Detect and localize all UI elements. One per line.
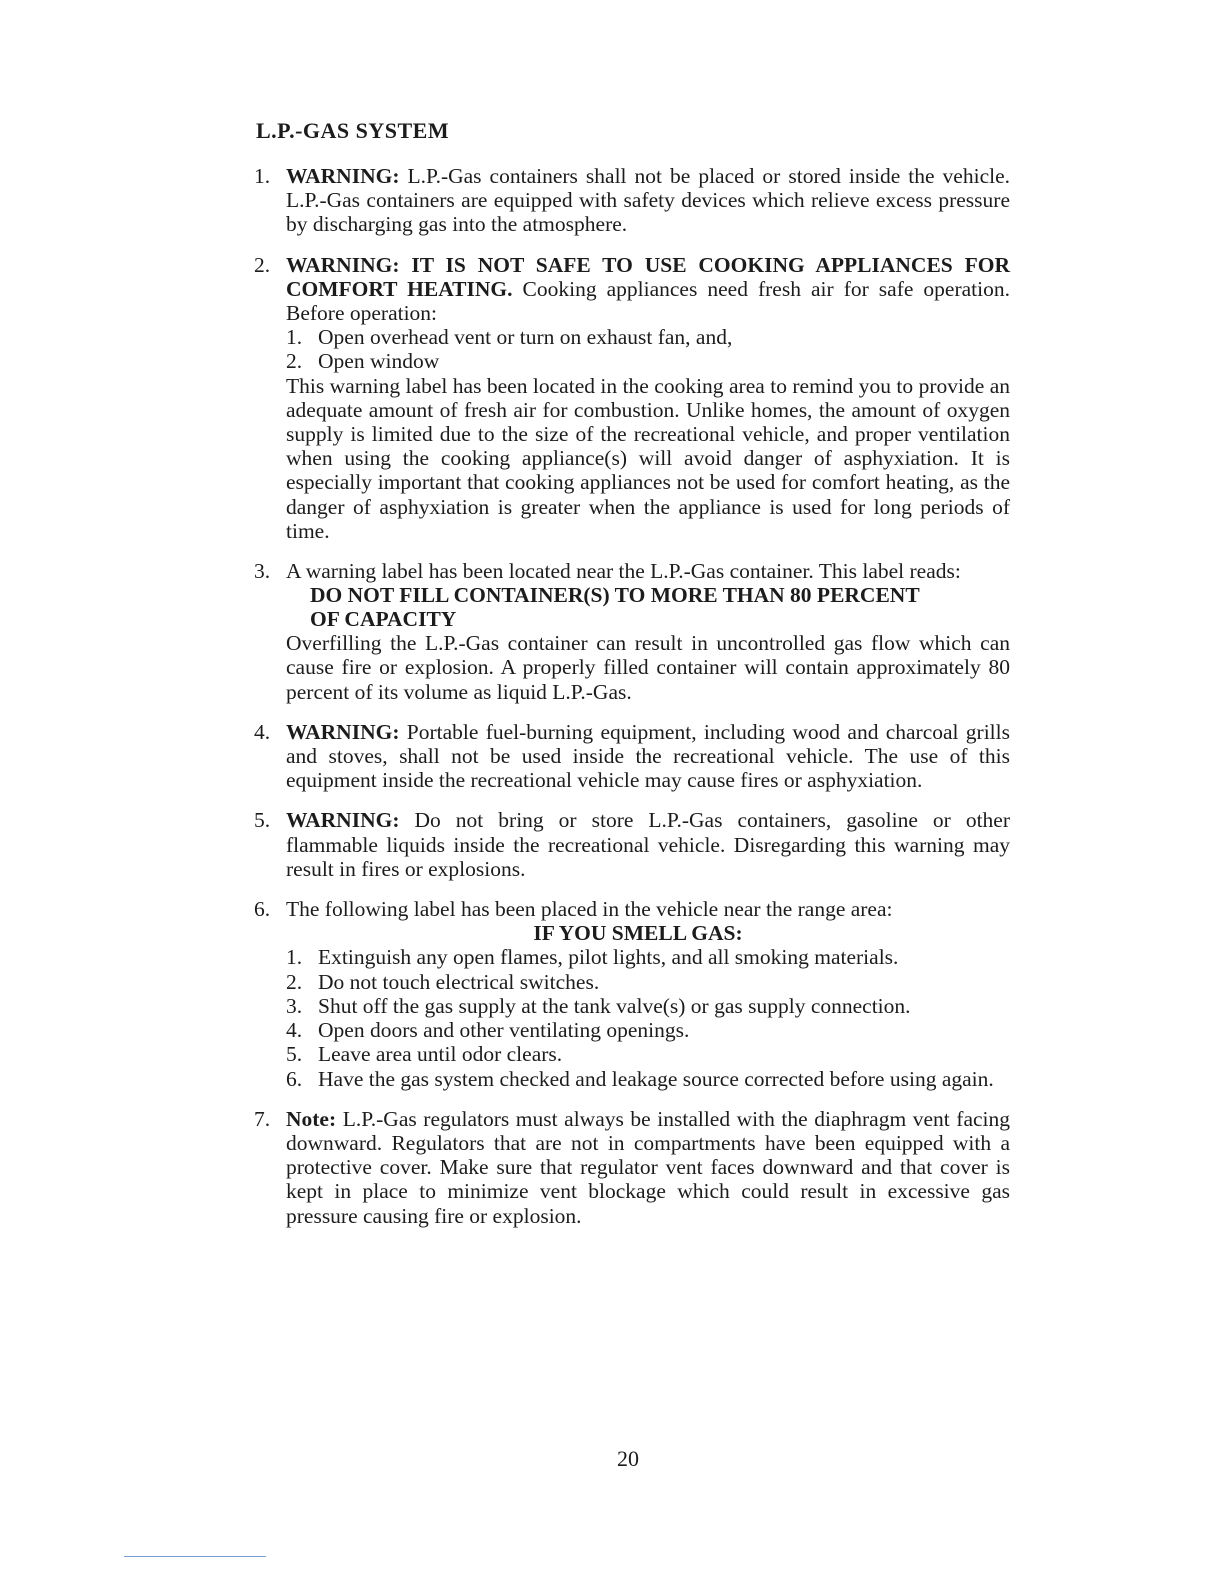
list-item [254, 720, 1010, 793]
footer-divider [124, 1556, 266, 1557]
warning-lead: WARNING: IT IS NOT SAFE TO USE COOKING APPLIANCES FOR COMFORT HEATING. [286, 252, 1010, 301]
step [286, 1067, 1010, 1091]
step [286, 970, 1010, 994]
step-text: Open overhead vent or turn on exhaust fan, and, [318, 325, 733, 350]
label-title: IF YOU SMELL GAS: [533, 921, 743, 946]
list-item [254, 897, 1010, 1091]
step [286, 1018, 1010, 1042]
label-text-line-1: DO NOT FILL CONTAINER(S) TO MORE THAN 80 PERCENT [310, 583, 920, 608]
item-number: 4. [254, 719, 271, 744]
step-text: Shut off the gas supply at the tank valve(s) or gas supply connection. [318, 993, 911, 1018]
step-number: 6. [286, 1066, 303, 1091]
step-number: 3. [286, 993, 303, 1018]
list-item [254, 253, 1010, 543]
list-item [254, 559, 1010, 704]
step-text: Have the gas system checked and leakage source corrected before using again. [318, 1066, 994, 1091]
step [286, 325, 1010, 349]
label-text-line-2: OF CAPACITY [310, 607, 457, 632]
step [286, 349, 1010, 373]
item-number: 6. [254, 897, 271, 922]
step-number: 1. [286, 945, 303, 970]
page-number: 20 [617, 1446, 639, 1471]
step-text: Open window [318, 349, 440, 374]
item-text: Do not bring or store L.P.-Gas containers, gasoline or other flammable liquids inside the recreational vehicle. Disregarding this warning may result in fires or explosions. [286, 808, 1010, 881]
note-lead: Note: [286, 1106, 337, 1131]
item-number: 1. [254, 164, 271, 188]
item-text: L.P.-Gas containers shall not be placed or stored inside the vehicle. L.P.-Gas containers are equipped with safety devices which relieve excess pressure by discharging gas into the atmosphere. [286, 164, 1010, 237]
item-number: 2. [254, 252, 271, 277]
step [286, 945, 1010, 969]
step-number: 2. [286, 349, 303, 374]
step-text: Do not touch electrical switches. [318, 969, 600, 994]
list-item [254, 808, 1010, 881]
item-explanation: Overfilling the L.P.-Gas container can result in uncontrolled gas flow which can cause fire or explosion. A properly filled container will contain approximately 80 percent of its volume as liquid L.P.-Gas. [286, 631, 1010, 704]
item-text: A warning label has been located near the L.P.-Gas container. This label reads: [286, 559, 961, 584]
step-text: Open doors and other ventilating openings. [318, 1018, 690, 1043]
warnings-list [254, 164, 1010, 1244]
item-explanation: This warning label has been located in the cooking area to remind you to provide an adequate amount of fresh air for combustion. Unlike homes, the amount of oxygen supply is limited due to the size of the recreational vehicle, and proper ventilation when using the cooking appliance(s) will avoid danger of asphyxiation. It is especially important that cooking appliances not be used for comfort heating, as the danger of asphyxiation is greater when the appliance is used for long periods of time. [286, 373, 1010, 543]
item-number: 7. [254, 1106, 271, 1131]
step [286, 1042, 1010, 1066]
step-number: 4. [286, 1018, 303, 1043]
list-item [254, 164, 1010, 237]
section-heading: L.P.-GAS SYSTEM [256, 118, 450, 143]
warning-lead: WARNING: [286, 808, 400, 833]
step-number: 2. [286, 969, 303, 994]
item-text: Cooking appliances need fresh air for safe operation. Before operation: [286, 276, 1010, 326]
list-item [254, 1107, 1010, 1228]
item-number: 3. [254, 559, 271, 584]
item-number: 5. [254, 808, 271, 833]
step-text: Extinguish any open flames, pilot lights, and all smoking materials. [318, 945, 899, 970]
warning-lead: WARNING: [286, 719, 400, 744]
step-number: 5. [286, 1042, 303, 1067]
item-text: Portable fuel-burning equipment, including wood and charcoal grills and stoves, shall not be used inside the recreational vehicle. The use of this equipment inside the recreational vehicle may cause fires or asphyxiation. [286, 719, 1010, 793]
item-text: The following label has been placed in the vehicle near the range area: [286, 897, 893, 922]
step-number: 1. [286, 325, 303, 350]
warning-lead: WARNING: [286, 164, 400, 188]
item-text: L.P.-Gas regulators must always be installed with the diaphragm vent facing downward. Regulators that are not in compartments have been equipped with a protective cover. Make sure that regulator vent faces downward and that cover is kept in place to minimize vent blockage which could result in excessive gas pressure causing fire or explosion. [286, 1106, 1010, 1228]
step [286, 994, 1010, 1018]
step-text: Leave area until odor clears. [318, 1042, 563, 1067]
